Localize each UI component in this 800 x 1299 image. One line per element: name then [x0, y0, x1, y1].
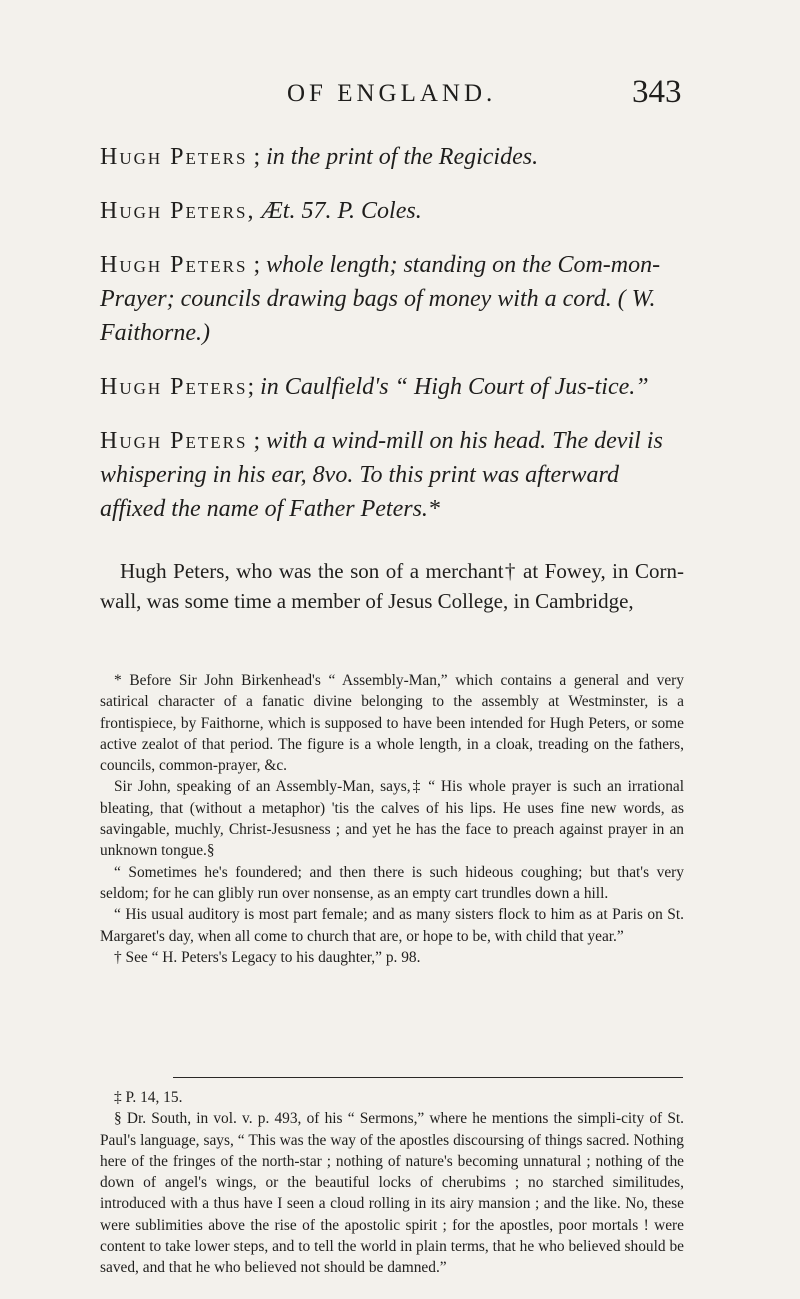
body-paragraph: Hugh Peters, who was the son of a merchant† at Fowey, in Corn-wall, was some time a member of Jesus College, in Cambridge,	[100, 559, 684, 613]
entry-description: Æt. 57. P. Coles.	[261, 198, 422, 224]
entry-name: Hugh Peters,	[100, 198, 256, 224]
entry-description: with a wind-mill on his head. The devil is whispering in his ear, 8vo. To this print was afterward affixed the name of Father Peters.*	[100, 428, 663, 522]
footnote: “ His usual auditory is most part female; and as many sisters flock to him as at Paris on St. Margaret's day, when all come to church that are, or hope to be, with child that year.”	[100, 906, 684, 945]
entry	[100, 424, 684, 526]
footnote: ‡ P. 14, 15.	[114, 1089, 183, 1106]
entry-name: Hugh Peters	[100, 252, 248, 278]
footnote-rule	[173, 1077, 683, 1078]
entry-description: in the print of the Regicides.	[266, 144, 539, 170]
portrait-entries	[100, 140, 684, 546]
entry-separator: ;	[247, 252, 267, 278]
entry-description: in Caulfield's “ High Court of Jus-tice.”	[260, 374, 649, 400]
entry	[100, 140, 684, 174]
footnotes	[100, 670, 684, 968]
entry-description: whole length; standing on the Com-mon-Prayer; councils drawing bags of money with a cord. ( W. Faithorne.)	[100, 252, 661, 346]
entry-name: Hugh Peters	[100, 374, 248, 400]
footnotes-lower	[100, 1087, 684, 1279]
entry-name: Hugh Peters	[100, 144, 248, 170]
entry-name: Hugh Peters	[100, 428, 248, 454]
entry-separator: ;	[247, 428, 267, 454]
footnote: Sir John, speaking of an Assembly-Man, says,‡ “ His whole prayer is such an irrational bleating, that (without a metaphor) 'tis the calves of his lips. He uses fine new words, as savingable, muchly, Christ-Jesusness ; and yet he has the face to preach against prayer in an unknown tongue.§	[100, 778, 684, 860]
footnote: * Before Sir John Birkenhead's “ Assembly-Man,” which contains a general and very satirical character of a fanatic divine belonging to the assembly at Westminster, is a frontispiece, by Faithorne, which is supposed to have been intended for Hugh Peters, or some active zealot of that period. The figure is a whole length, in a cloak, treading on the fathers, councils, common-prayer, &c.	[100, 672, 684, 775]
running-title: OF ENGLAND.	[287, 80, 497, 107]
page-number: 343	[632, 74, 682, 110]
footnote: § Dr. South, in vol. v. p. 493, of his “ Sermons,” where he mentions the simpli-city of St. Paul's language, says, “ This was the way of the apostles discoursing of things sacred. Nothing here of the fringes of the north-star ; nothing of nature's becoming unnatural ; nothing of the down of angel's wings, or the beautiful locks of cherubims ; no starched similitudes, introduced with a thus have I seen a cloud rolling in its airy mansion ; and the like. No, these were sublimities above the rise of the apostolic spirit ; for the apostles, poor mortals ! were content to take lower steps, and to tell the world in plain terms, that he who believed should be saved, and that he who believed not should be damned.”	[100, 1110, 684, 1277]
entry	[100, 248, 684, 350]
footnote: † See “ H. Peters's Legacy to his daughter,” p. 98.	[114, 948, 421, 966]
entry-separator: ;	[247, 144, 267, 170]
entry	[100, 194, 684, 228]
entry	[100, 370, 684, 404]
footnote: “ Sometimes he's foundered; and then there is such hideous coughing; but that's very seldom; for he can glibly run over nonsense, as an empty cart trundles down a hill.	[100, 863, 684, 902]
entry-separator: ;	[247, 374, 261, 400]
running-head	[0, 74, 800, 114]
